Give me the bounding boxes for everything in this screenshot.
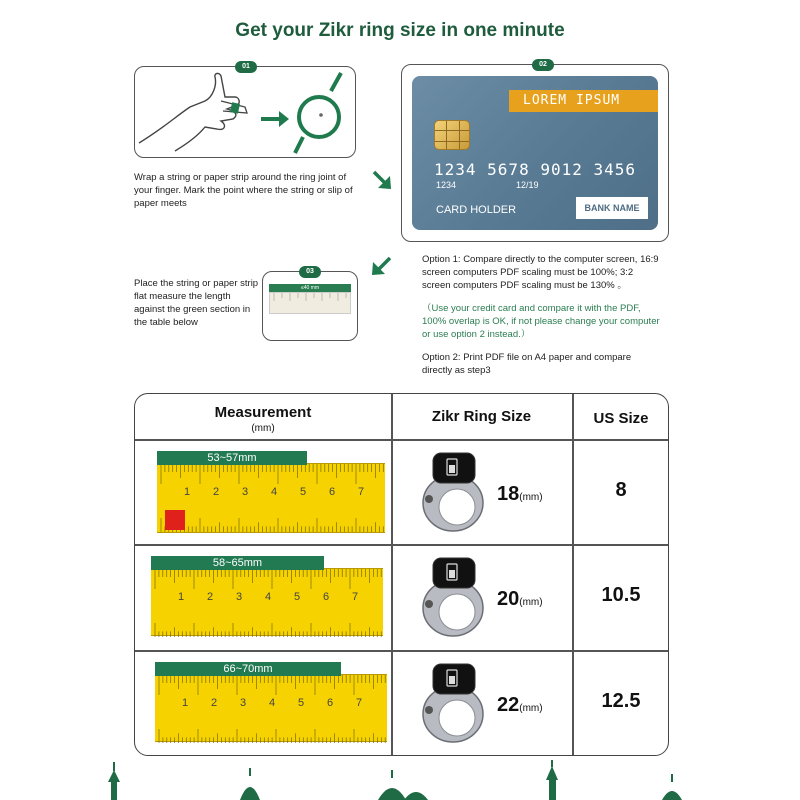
strip-green: ≤40 mm xyxy=(269,284,351,292)
zikr-ring-icon xyxy=(417,658,489,746)
row-divider xyxy=(135,439,669,441)
card-small-number: 1234 xyxy=(436,180,457,190)
ruler-ticks xyxy=(157,464,385,532)
step2-badge: 02 xyxy=(532,59,554,71)
header-ring-size: Zikr Ring Size xyxy=(431,408,532,425)
option1-note: （Use your credit card and compare it with the PDF, 100% overlap is OK, if not please change your computer or use option 2 instead.） xyxy=(422,303,660,340)
ring-size-unit: (mm) xyxy=(519,597,543,608)
us-size-value: 12.5 xyxy=(601,690,641,712)
header-measurement-label: Measurement xyxy=(214,404,312,421)
ruler xyxy=(157,463,385,533)
ring-size-value xyxy=(497,483,543,506)
option1-text: Option 1: Compare directly to the computer screen, 16:9 screen computers PDF scaling must be 100%; 3:2 screen computers PDF scaling must be 130% 。 xyxy=(422,254,659,291)
row-divider xyxy=(135,650,669,652)
header-us-size: US Size xyxy=(593,410,649,427)
ruler xyxy=(151,568,383,636)
col-divider xyxy=(391,394,393,756)
ruler-number: 7 xyxy=(356,697,363,709)
arrow-down-right-icon xyxy=(370,168,396,194)
ruler-number: 4 xyxy=(269,697,276,709)
ruler-ticks xyxy=(151,569,383,637)
card-number: 1234 5678 9012 3456 xyxy=(434,160,637,179)
ring-size-number: 18 xyxy=(497,483,520,505)
ruler-number: 6 xyxy=(327,697,334,709)
ruler-number: 1 xyxy=(182,697,189,709)
step3-text: Place the string or paper strip flat measure the length against the green section in the table below xyxy=(134,278,259,328)
header-measurement-unit: (mm) xyxy=(251,423,275,434)
size-table xyxy=(134,393,669,756)
ruler-number: 5 xyxy=(300,486,307,498)
ruler-number: 5 xyxy=(298,697,305,709)
ruler-number: 3 xyxy=(236,591,243,603)
ring-size-value xyxy=(497,694,543,717)
step3-badge: 03 xyxy=(299,266,321,278)
step1-badge: 01 xyxy=(235,61,257,73)
chip-icon xyxy=(434,120,470,150)
ring-size-unit: (mm) xyxy=(519,492,543,503)
ruler-number: 2 xyxy=(211,697,218,709)
ruler-ticks xyxy=(155,675,387,743)
hand-wrap-icon xyxy=(135,67,355,157)
step1-illustration xyxy=(134,63,356,158)
bank-name: BANK NAME xyxy=(576,197,648,219)
page-title: Get your Zikr ring size in one minute xyxy=(235,20,565,41)
ruler-number: 2 xyxy=(213,486,220,498)
ring-size-value xyxy=(497,588,543,611)
zikr-ring-icon xyxy=(417,552,489,640)
credit-card xyxy=(412,76,658,230)
arrow-down-left-icon xyxy=(368,254,394,280)
ruler-number: 4 xyxy=(265,591,272,603)
ruler-number: 6 xyxy=(329,486,336,498)
strip-ruler xyxy=(269,292,351,314)
ruler-number: 3 xyxy=(242,486,249,498)
ruler-number: 7 xyxy=(358,486,365,498)
header-measurement xyxy=(135,394,391,439)
ruler-number: 1 xyxy=(178,591,185,603)
step3-box xyxy=(262,268,358,341)
ring-size-number: 22 xyxy=(497,694,520,716)
card-expiry: 12/19 xyxy=(516,180,539,190)
measurement-range-bar: 53~57mm xyxy=(157,451,307,465)
mosque-silhouette-icon xyxy=(0,760,800,800)
ruler-number: 1 xyxy=(184,486,191,498)
ruler-ticks-icon xyxy=(270,293,350,313)
zikr-ring-icon xyxy=(417,447,489,535)
red-marker xyxy=(165,510,185,530)
us-size-value: 8 xyxy=(615,479,627,501)
ruler-number: 3 xyxy=(240,697,247,709)
ruler-number: 2 xyxy=(207,591,214,603)
ring-size-number: 20 xyxy=(497,588,520,610)
measurement-range-bar: 58~65mm xyxy=(151,556,324,570)
card-banner: LOREM IPSUM xyxy=(509,90,658,112)
measurement-range-bar: 66~70mm xyxy=(155,662,341,676)
ruler-number: 6 xyxy=(323,591,330,603)
option2-text: Option 2: Print PDF file on A4 paper and compare directly as step3 xyxy=(422,352,632,376)
us-size-value: 10.5 xyxy=(601,584,641,606)
step1-text: Wrap a string or paper strip around the ring joint of your finger. Mark the point where the string or slip of paper meets xyxy=(134,172,353,209)
ruler-number: 5 xyxy=(294,591,301,603)
ruler xyxy=(155,674,387,742)
ruler-number: 4 xyxy=(271,486,278,498)
row-divider xyxy=(135,544,669,546)
ruler-number: 7 xyxy=(352,591,359,603)
ring-size-unit: (mm) xyxy=(519,703,543,714)
card-holder: CARD HOLDER xyxy=(436,204,517,216)
